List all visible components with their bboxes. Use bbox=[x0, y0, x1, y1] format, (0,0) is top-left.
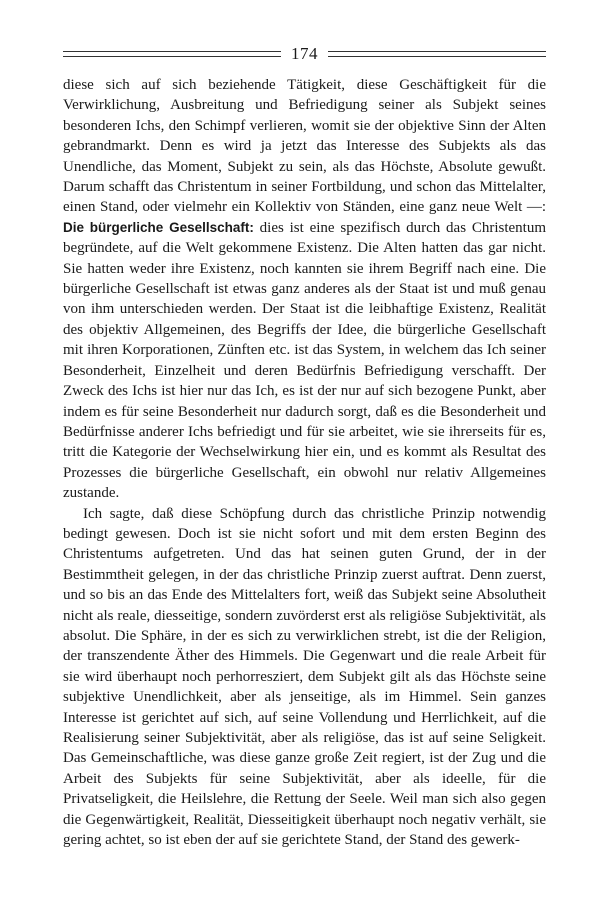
body-text bbox=[63, 75, 546, 850]
page-header bbox=[63, 44, 546, 64]
paragraph-1-part-b: dies ist eine spezifisch durch das Christentum begründete, auf die Welt gekommene Existenz. Die Alten hatten das gar nicht. Sie hatten weder ihre Existenz, noch kannten sie ihrem Begriff nach eine. Die bürgerliche Gesellschaft ist etwas ganz anderes als der Staat ist und muß genau von ihm unterschieden werden. Der Staat ist die leibhaftige Existenz, Realität des objektiv Allgemeinen, des Begriffs der Idee, die bürgerliche Gesellschaft mit ihren Korporationen, Zünften etc. ist das System, in welchem das Ich seiner Besonderheit, Einzelheit und deren Bedürfnis Befriedigung verschafft. Der Zweck des Ichs ist hier nur das Ich, es ist der nur auf sich bezogene Punkt, aber indem es für seine Besonderheit nur dadurch sorgt, daß es die Besonderheit und Bedürfnisse anderer Ichs befriedigt und für sie arbeitet, wie sie ihrerseits für es, tritt die Kategorie der Wechselwirkung hier ein, und es kommt als Resultat des Prozesses die bürgerliche Gesellschaft, ein obwohl nur relativ Allgemeines zustande. bbox=[63, 219, 547, 502]
header-rule-left bbox=[63, 51, 281, 57]
paragraph-2: Ich sagte, daß diese Schöpfung durch das christliche Prinzip notwendig bedingt gewesen. Doch ist sie nicht sofort und mit dem ersten Beginn des Christentums aufgetreten. Und das hat seinen guten Grund, der in der Bestimmtheit gelegen, in der das christliche Prinzip zuerst auftrat. Denn zuerst, und so bis an das Ende des Mittelalters fort, weiß das Subjekt seine Absolutheit nicht als reale, diesseitige, sondern zuvörderst erst als religiöse Subjektivität, als absolut. Die Sphäre, in der es sich zu verwirklichen strebt, ist die der Religion, der transzendente Äther des Himmels. Die Gegenwart und die reale Arbeit für sie wird überhaupt noch perhorresziert, dem Subjekt gilt als das Höchste seine subjektive Unendlichkeit, aber als jenseitige, als im Himmel. Sein ganzes Interesse ist gerichtet auf sich, auf seine Vollendung und Herrlichkeit, auf die Realisierung seiner Subjektivität, aber als religiöse, das ist auf seine Seligkeit. Das Gemeinschaftliche, was diese ganze große Zeit regiert, ist der Zug und die Arbeit des Subjekts für seine Subjektivität, aber als ideelle, für die Privatseligkeit, die Heilslehre, die Rettung der Seele. Weil man sich also gegen die Gegenwärtigkeit, Realität, Diesseitigkeit überhaupt noch negativ verhält, sie gering achtet, so ist eben der auf sie gerichtete Stand, der Stand des gewerk- bbox=[63, 505, 546, 849]
page-number: 174 bbox=[291, 44, 318, 63]
paragraph-1-part-a: diese sich auf sich beziehende Tätigkeit, diese Geschäftigkeit für die Verwirklichung, Ausbreitung und Befriedigung seiner als Subjekt seines besonderen Ichs, den Schimpf verlieren, womit sie der objektive Sinn der Alten gebrandmarkt. Denn es wird ja jetzt das Interesse des Subjekts als das Unendliche, das Moment, Subjekt zu sein, als das Höchste, Absolute gewußt. Darum schafft das Christentum in seiner Fortbildung, und schon das Mittelalter, einen Stand, oder vielmehr ein Kollektiv von Ständen, eine ganz neue Welt —: bbox=[63, 77, 546, 216]
header-rule-right bbox=[328, 51, 546, 57]
bold-term-buergerliche-gesellschaft: Die bürgerliche Gesellschaft: bbox=[63, 219, 254, 235]
paragraph-1 bbox=[63, 75, 546, 504]
